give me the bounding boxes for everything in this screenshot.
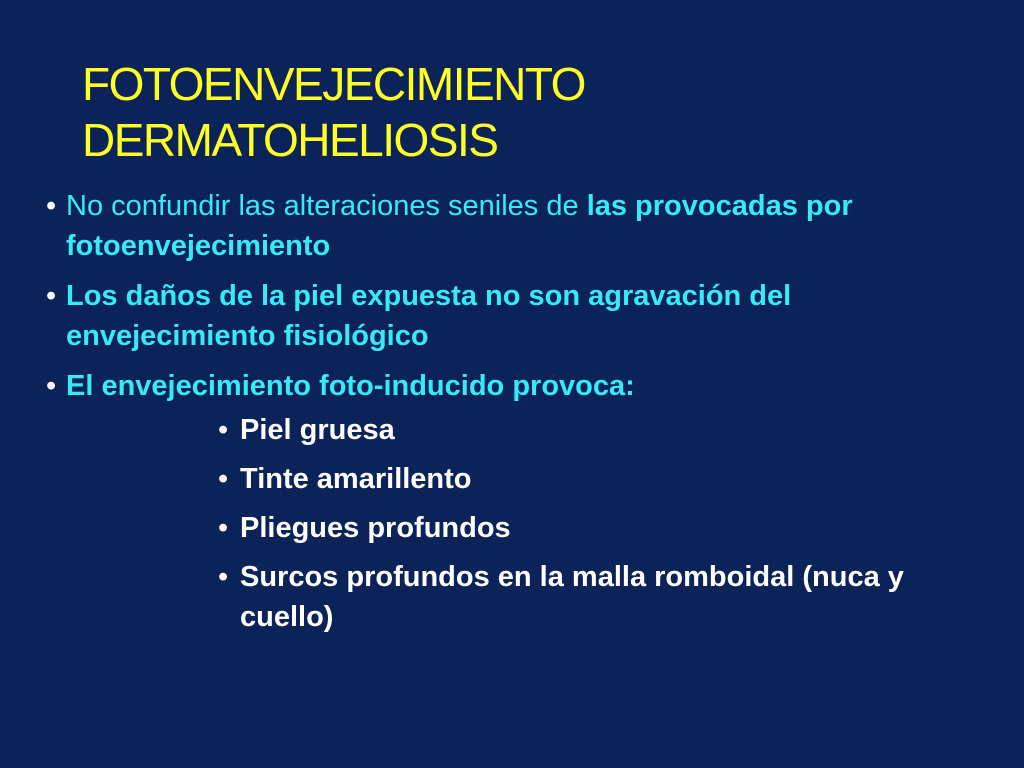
- bullet-glyph: •: [218, 512, 229, 544]
- bullet-item: [46, 186, 976, 266]
- bullet-item: [46, 276, 976, 356]
- sub-bullet-item: [218, 459, 976, 499]
- sub-bullet-text: Surcos profundos en la malla romboidal (nuca y cuello): [240, 561, 904, 633]
- bullet-text-normal: No confundir las alteraciones seniles de: [66, 190, 587, 222]
- sub-bullet-text: Tinte amarillento: [240, 463, 472, 495]
- slide-title: [82, 56, 942, 168]
- bullet-text-bold: Los daños de la piel expuesta no son agravación del envejecimiento fisiológico: [66, 280, 792, 352]
- bullet-text-bold: El envejecimiento foto-inducido provoca:: [66, 370, 635, 402]
- title-line-1: FOTOENVEJECIMIENTO: [82, 58, 585, 110]
- title-line-2: DERMATOHELIOSIS: [82, 114, 498, 166]
- sub-bullet-list: [66, 410, 976, 637]
- bullet-glyph: •: [46, 280, 57, 312]
- bullet-text: [66, 186, 976, 266]
- bullet-item: [46, 366, 976, 637]
- bullet-glyph: •: [46, 190, 57, 222]
- sub-bullet-item: [218, 410, 976, 450]
- sub-bullet-item: [218, 557, 976, 637]
- bullet-glyph: •: [218, 414, 229, 446]
- bullet-glyph: •: [46, 370, 57, 402]
- bullet-glyph: •: [218, 561, 229, 593]
- sub-bullet-item: [218, 508, 976, 548]
- bullet-glyph: •: [218, 463, 229, 495]
- bullet-list: [46, 186, 976, 647]
- sub-bullet-text: Pliegues profundos: [240, 512, 511, 544]
- bullet-text-bold: las provocadas por fotoenvejecimiento: [66, 190, 853, 262]
- sub-bullet-text: Piel gruesa: [240, 414, 395, 446]
